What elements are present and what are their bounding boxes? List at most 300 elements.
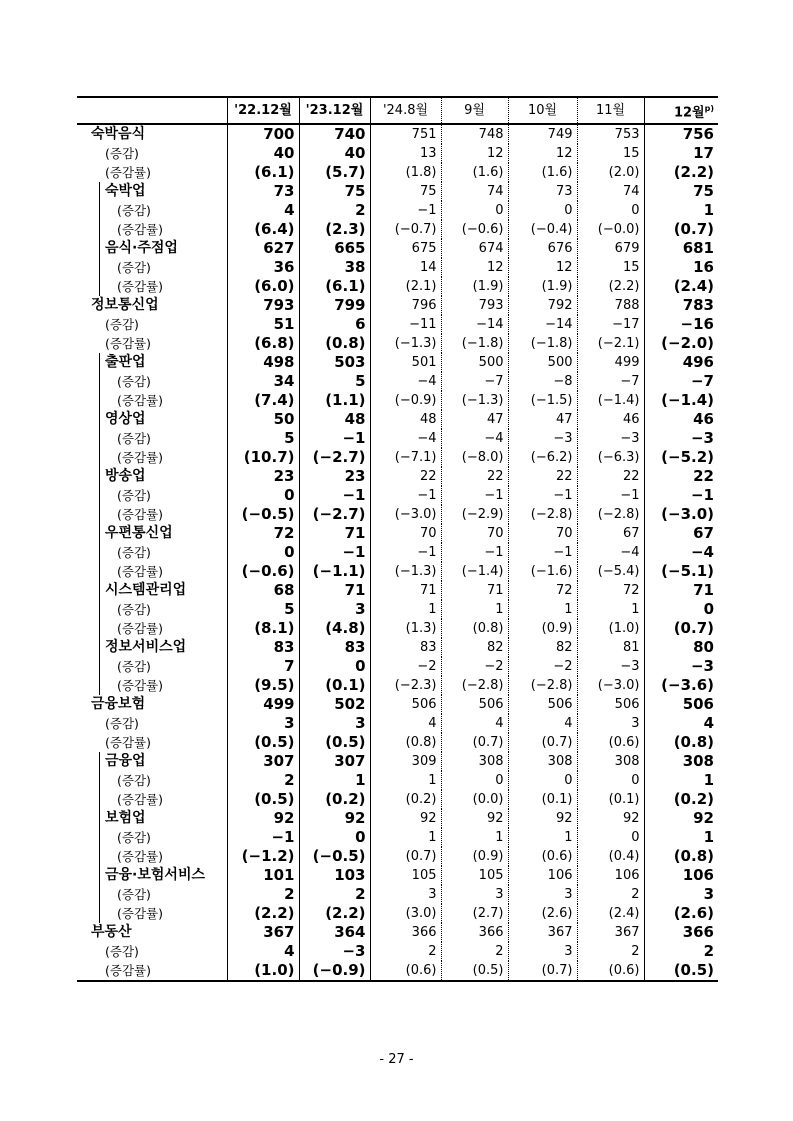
value-cell: 500 bbox=[508, 353, 577, 372]
value-cell: 92 bbox=[508, 809, 577, 828]
value-cell: −1 bbox=[644, 486, 718, 505]
row-label bbox=[77, 448, 227, 467]
value-cell: −4 bbox=[370, 372, 441, 391]
row-label-text: (증감률) bbox=[117, 906, 163, 922]
value-cell: 307 bbox=[299, 752, 370, 771]
value-cell: −4 bbox=[577, 543, 644, 562]
value-cell: (−0.0) bbox=[577, 220, 644, 239]
value-cell: (1.9) bbox=[508, 277, 577, 296]
group-divider bbox=[99, 562, 100, 581]
value-cell: (0.6) bbox=[577, 733, 644, 752]
header-row bbox=[77, 97, 718, 124]
table-row bbox=[77, 790, 718, 809]
row-label-text: (증감) bbox=[105, 317, 139, 333]
row-label-text: 금융보험 bbox=[91, 696, 146, 713]
value-cell: 74 bbox=[441, 182, 508, 201]
row-label-text: (증감) bbox=[117, 374, 151, 390]
row-label bbox=[77, 847, 227, 866]
value-cell: 3 bbox=[508, 942, 577, 961]
value-cell: (−6.3) bbox=[577, 448, 644, 467]
value-cell: (0.7) bbox=[508, 733, 577, 752]
row-label bbox=[77, 638, 227, 657]
row-label bbox=[77, 809, 227, 828]
row-label-text: 숙박음식 bbox=[91, 126, 146, 143]
value-cell: 2 bbox=[370, 942, 441, 961]
value-cell: 81 bbox=[577, 638, 644, 657]
value-cell: (2.6) bbox=[508, 904, 577, 923]
value-cell: 3 bbox=[508, 885, 577, 904]
group-divider bbox=[99, 600, 100, 619]
value-cell: 751 bbox=[370, 124, 441, 144]
value-cell: 23 bbox=[299, 467, 370, 486]
value-cell: (−1.4) bbox=[577, 391, 644, 410]
row-label bbox=[77, 885, 227, 904]
value-cell: (−1.8) bbox=[441, 334, 508, 353]
table-row bbox=[77, 201, 718, 220]
value-cell: (8.1) bbox=[227, 619, 299, 638]
value-cell: 106 bbox=[644, 866, 718, 885]
value-cell: (−0.6) bbox=[441, 220, 508, 239]
value-cell: 2 bbox=[299, 201, 370, 220]
value-cell: 40 bbox=[227, 144, 299, 163]
value-cell: 783 bbox=[644, 296, 718, 315]
group-divider bbox=[99, 581, 100, 600]
value-cell: 1 bbox=[644, 771, 718, 790]
value-cell: 1 bbox=[441, 600, 508, 619]
header-label-cell bbox=[77, 97, 227, 124]
value-cell: 367 bbox=[508, 923, 577, 942]
table-row bbox=[77, 315, 718, 334]
value-cell: 48 bbox=[370, 410, 441, 429]
value-cell: 0 bbox=[299, 657, 370, 676]
value-cell: 12 bbox=[508, 258, 577, 277]
table-row bbox=[77, 619, 718, 638]
value-cell: 75 bbox=[370, 182, 441, 201]
value-cell: 748 bbox=[441, 124, 508, 144]
value-cell: (−3.0) bbox=[577, 676, 644, 695]
table-row bbox=[77, 885, 718, 904]
row-label bbox=[77, 752, 227, 771]
value-cell: 1 bbox=[299, 771, 370, 790]
value-cell: 75 bbox=[644, 182, 718, 201]
value-cell: (−0.4) bbox=[508, 220, 577, 239]
value-cell: 700 bbox=[227, 124, 299, 144]
value-cell: (−2.8) bbox=[441, 676, 508, 695]
value-cell: (−1.6) bbox=[508, 562, 577, 581]
value-cell: 506 bbox=[370, 695, 441, 714]
row-label bbox=[77, 581, 227, 600]
row-label bbox=[77, 923, 227, 942]
value-cell: 2 bbox=[227, 885, 299, 904]
group-divider bbox=[99, 182, 100, 201]
value-cell: 36 bbox=[227, 258, 299, 277]
value-cell: −4 bbox=[644, 543, 718, 562]
row-label-text: (증감) bbox=[117, 488, 151, 504]
group-divider bbox=[99, 657, 100, 676]
value-cell: 0 bbox=[577, 201, 644, 220]
group-divider bbox=[99, 258, 100, 277]
value-cell: −4 bbox=[441, 429, 508, 448]
table-row bbox=[77, 182, 718, 201]
value-cell: (6.1) bbox=[227, 163, 299, 182]
table-row bbox=[77, 695, 718, 714]
value-cell: −1 bbox=[441, 543, 508, 562]
row-label-text: (증감) bbox=[105, 716, 139, 732]
value-cell: (0.9) bbox=[508, 619, 577, 638]
group-divider bbox=[99, 809, 100, 828]
value-cell: −3 bbox=[508, 429, 577, 448]
table-row bbox=[77, 353, 718, 372]
value-cell: 82 bbox=[508, 638, 577, 657]
group-divider bbox=[99, 505, 100, 524]
value-cell: 3 bbox=[644, 885, 718, 904]
table-row bbox=[77, 562, 718, 581]
group-divider bbox=[99, 353, 100, 372]
group-divider bbox=[99, 847, 100, 866]
row-label-text: (증감) bbox=[117, 260, 151, 276]
value-cell: −1 bbox=[299, 486, 370, 505]
table-row bbox=[77, 771, 718, 790]
value-cell: (0.8) bbox=[644, 847, 718, 866]
value-cell: 0 bbox=[644, 600, 718, 619]
value-cell: (4.8) bbox=[299, 619, 370, 638]
table-row bbox=[77, 391, 718, 410]
value-cell: (0.6) bbox=[508, 847, 577, 866]
value-cell: (0.4) bbox=[577, 847, 644, 866]
value-cell: −14 bbox=[508, 315, 577, 334]
row-label-text: (증감률) bbox=[117, 507, 163, 523]
header-col-2312: '23.12월 bbox=[299, 97, 370, 124]
value-cell: 48 bbox=[299, 410, 370, 429]
value-cell: 5 bbox=[299, 372, 370, 391]
value-cell: (0.7) bbox=[644, 619, 718, 638]
table-row bbox=[77, 961, 718, 981]
value-cell: 105 bbox=[441, 866, 508, 885]
value-cell: 50 bbox=[227, 410, 299, 429]
value-cell: 1 bbox=[508, 600, 577, 619]
value-cell: 500 bbox=[441, 353, 508, 372]
value-cell: 4 bbox=[227, 201, 299, 220]
value-cell: 681 bbox=[644, 239, 718, 258]
row-label bbox=[77, 486, 227, 505]
value-cell: −1 bbox=[508, 543, 577, 562]
row-label bbox=[77, 182, 227, 201]
value-cell: 68 bbox=[227, 581, 299, 600]
value-cell: −1 bbox=[227, 828, 299, 847]
value-cell: 0 bbox=[577, 771, 644, 790]
value-cell: −17 bbox=[577, 315, 644, 334]
value-cell: 83 bbox=[299, 638, 370, 657]
table-row bbox=[77, 163, 718, 182]
value-cell: 753 bbox=[577, 124, 644, 144]
value-cell: 80 bbox=[644, 638, 718, 657]
value-cell: 106 bbox=[508, 866, 577, 885]
value-cell: (−2.8) bbox=[577, 505, 644, 524]
value-cell: 3 bbox=[370, 885, 441, 904]
value-cell: (0.2) bbox=[299, 790, 370, 809]
row-label bbox=[77, 600, 227, 619]
value-cell: (0.1) bbox=[508, 790, 577, 809]
row-label bbox=[77, 562, 227, 581]
value-cell: 46 bbox=[577, 410, 644, 429]
row-label-text: (증감률) bbox=[105, 336, 151, 352]
value-cell: (−0.5) bbox=[299, 847, 370, 866]
table-row bbox=[77, 448, 718, 467]
value-cell: (−2.7) bbox=[299, 448, 370, 467]
value-cell: −14 bbox=[441, 315, 508, 334]
row-label-text: 출판업 bbox=[105, 354, 146, 371]
value-cell: (2.2) bbox=[299, 904, 370, 923]
value-cell: 498 bbox=[227, 353, 299, 372]
value-cell: 2 bbox=[644, 942, 718, 961]
value-cell: 101 bbox=[227, 866, 299, 885]
value-cell: 92 bbox=[644, 809, 718, 828]
row-label-text: (증감) bbox=[117, 431, 151, 447]
value-cell: 503 bbox=[299, 353, 370, 372]
table-row bbox=[77, 410, 718, 429]
group-divider bbox=[99, 885, 100, 904]
value-cell: 3 bbox=[299, 714, 370, 733]
table-row bbox=[77, 220, 718, 239]
table-row bbox=[77, 866, 718, 885]
group-divider bbox=[99, 239, 100, 258]
value-cell: 5 bbox=[227, 429, 299, 448]
value-cell: (2.2) bbox=[577, 277, 644, 296]
value-cell: 2 bbox=[577, 885, 644, 904]
value-cell: −1 bbox=[370, 543, 441, 562]
value-cell: (1.8) bbox=[370, 163, 441, 182]
table-row bbox=[77, 429, 718, 448]
value-cell: (0.6) bbox=[370, 961, 441, 981]
value-cell: 499 bbox=[227, 695, 299, 714]
value-cell: 309 bbox=[370, 752, 441, 771]
value-cell: (−2.3) bbox=[370, 676, 441, 695]
value-cell: 17 bbox=[644, 144, 718, 163]
value-cell: (6.4) bbox=[227, 220, 299, 239]
table-body bbox=[77, 124, 718, 981]
value-cell: 367 bbox=[577, 923, 644, 942]
row-label-text: (증감) bbox=[105, 944, 139, 960]
value-cell: 364 bbox=[299, 923, 370, 942]
value-cell: (−1.1) bbox=[299, 562, 370, 581]
table-row bbox=[77, 847, 718, 866]
value-cell: (0.5) bbox=[299, 733, 370, 752]
value-cell: 674 bbox=[441, 239, 508, 258]
value-cell: 105 bbox=[370, 866, 441, 885]
header-col-11: 11월 bbox=[577, 97, 644, 124]
row-label-text: (증감) bbox=[117, 659, 151, 675]
row-label-text: (증감) bbox=[117, 545, 151, 561]
header-col-2212: '22.12월 bbox=[227, 97, 299, 124]
value-cell: 12 bbox=[508, 144, 577, 163]
row-label bbox=[77, 258, 227, 277]
employment-table bbox=[77, 96, 718, 982]
row-label bbox=[77, 353, 227, 372]
table-row bbox=[77, 657, 718, 676]
value-cell: (0.1) bbox=[299, 676, 370, 695]
value-cell: (0.1) bbox=[577, 790, 644, 809]
value-cell: −1 bbox=[577, 486, 644, 505]
value-cell: (6.1) bbox=[299, 277, 370, 296]
value-cell: (−3.0) bbox=[370, 505, 441, 524]
value-cell: −2 bbox=[370, 657, 441, 676]
value-cell: −11 bbox=[370, 315, 441, 334]
row-label-text: 보험업 bbox=[105, 810, 146, 827]
header-col-12 bbox=[644, 97, 718, 124]
value-cell: 0 bbox=[508, 201, 577, 220]
value-cell: 22 bbox=[508, 467, 577, 486]
value-cell: 6 bbox=[299, 315, 370, 334]
group-divider bbox=[99, 467, 100, 486]
value-cell: 103 bbox=[299, 866, 370, 885]
value-cell: 106 bbox=[577, 866, 644, 885]
value-cell: 70 bbox=[508, 524, 577, 543]
row-label bbox=[77, 695, 227, 714]
value-cell: 73 bbox=[227, 182, 299, 201]
row-label bbox=[77, 657, 227, 676]
value-cell: 72 bbox=[577, 581, 644, 600]
value-cell: 70 bbox=[370, 524, 441, 543]
group-divider bbox=[99, 543, 100, 562]
value-cell: (0.8) bbox=[299, 334, 370, 353]
value-cell: (2.4) bbox=[644, 277, 718, 296]
row-label bbox=[77, 505, 227, 524]
value-cell: −3 bbox=[644, 657, 718, 676]
group-divider bbox=[99, 619, 100, 638]
value-cell: 2 bbox=[299, 885, 370, 904]
group-divider bbox=[99, 771, 100, 790]
header-col-2408: '24.8월 bbox=[370, 97, 441, 124]
value-cell: 13 bbox=[370, 144, 441, 163]
row-label bbox=[77, 239, 227, 258]
value-cell: −2 bbox=[508, 657, 577, 676]
table-row bbox=[77, 505, 718, 524]
value-cell: 16 bbox=[644, 258, 718, 277]
group-divider bbox=[99, 524, 100, 543]
value-cell: 499 bbox=[577, 353, 644, 372]
value-cell: 1 bbox=[508, 828, 577, 847]
row-label bbox=[77, 372, 227, 391]
value-cell: 366 bbox=[441, 923, 508, 942]
row-label bbox=[77, 144, 227, 163]
value-cell: (−2.8) bbox=[508, 505, 577, 524]
group-divider bbox=[99, 676, 100, 695]
row-label-text: (증감률) bbox=[105, 165, 151, 181]
row-label bbox=[77, 163, 227, 182]
table-row bbox=[77, 733, 718, 752]
table-row bbox=[77, 714, 718, 733]
value-cell: (0.7) bbox=[644, 220, 718, 239]
value-cell: (−5.1) bbox=[644, 562, 718, 581]
value-cell: (−1.8) bbox=[508, 334, 577, 353]
value-cell: (−1.3) bbox=[441, 391, 508, 410]
table-row bbox=[77, 486, 718, 505]
value-cell: (0.7) bbox=[441, 733, 508, 752]
value-cell: 7 bbox=[227, 657, 299, 676]
table-row bbox=[77, 144, 718, 163]
value-cell: 3 bbox=[299, 600, 370, 619]
value-cell: 73 bbox=[508, 182, 577, 201]
group-divider bbox=[99, 277, 100, 296]
value-cell: 92 bbox=[370, 809, 441, 828]
row-label-text: 숙박업 bbox=[105, 183, 146, 200]
value-cell: 72 bbox=[227, 524, 299, 543]
value-cell: 366 bbox=[370, 923, 441, 942]
value-cell: 75 bbox=[299, 182, 370, 201]
row-label bbox=[77, 220, 227, 239]
preliminary-mark: p) bbox=[704, 104, 714, 113]
value-cell: 307 bbox=[227, 752, 299, 771]
value-cell: 38 bbox=[299, 258, 370, 277]
value-cell: (−5.4) bbox=[577, 562, 644, 581]
value-cell: 3 bbox=[441, 885, 508, 904]
value-cell: −7 bbox=[441, 372, 508, 391]
value-cell: (7.4) bbox=[227, 391, 299, 410]
value-cell: −4 bbox=[370, 429, 441, 448]
value-cell: 82 bbox=[441, 638, 508, 657]
row-label bbox=[77, 524, 227, 543]
value-cell: (0.2) bbox=[644, 790, 718, 809]
value-cell: (−1.4) bbox=[441, 562, 508, 581]
value-cell: (1.6) bbox=[508, 163, 577, 182]
row-label-text: 방송업 bbox=[105, 468, 146, 485]
value-cell: 71 bbox=[299, 524, 370, 543]
table-row bbox=[77, 600, 718, 619]
value-cell: 67 bbox=[577, 524, 644, 543]
table-row bbox=[77, 923, 718, 942]
header-col-09: 9월 bbox=[441, 97, 508, 124]
value-cell: 1 bbox=[577, 600, 644, 619]
value-cell: (−1.2) bbox=[227, 847, 299, 866]
table-row bbox=[77, 904, 718, 923]
value-cell: (6.0) bbox=[227, 277, 299, 296]
table-row bbox=[77, 752, 718, 771]
value-cell: 47 bbox=[441, 410, 508, 429]
value-cell: (2.6) bbox=[644, 904, 718, 923]
value-cell: (−0.7) bbox=[370, 220, 441, 239]
table-row bbox=[77, 638, 718, 657]
value-cell: 679 bbox=[577, 239, 644, 258]
value-cell: (−2.1) bbox=[577, 334, 644, 353]
value-cell: (−2.8) bbox=[508, 676, 577, 695]
value-cell: 22 bbox=[644, 467, 718, 486]
value-cell: −1 bbox=[508, 486, 577, 505]
value-cell: (0.8) bbox=[370, 733, 441, 752]
value-cell: 501 bbox=[370, 353, 441, 372]
value-cell: −3 bbox=[577, 657, 644, 676]
group-divider bbox=[99, 201, 100, 220]
value-cell: −1 bbox=[299, 543, 370, 562]
value-cell: 676 bbox=[508, 239, 577, 258]
row-label bbox=[77, 904, 227, 923]
value-cell: 72 bbox=[508, 581, 577, 600]
value-cell: (−1.4) bbox=[644, 391, 718, 410]
row-label-text: (증감률) bbox=[117, 393, 163, 409]
value-cell: (−2.0) bbox=[644, 334, 718, 353]
value-cell: 506 bbox=[644, 695, 718, 714]
table-row bbox=[77, 676, 718, 695]
value-cell: 4 bbox=[370, 714, 441, 733]
value-cell: 70 bbox=[441, 524, 508, 543]
group-divider bbox=[99, 904, 100, 923]
value-cell: 92 bbox=[227, 809, 299, 828]
value-cell: (0.5) bbox=[227, 733, 299, 752]
value-cell: (5.7) bbox=[299, 163, 370, 182]
value-cell: 0 bbox=[508, 771, 577, 790]
group-divider bbox=[99, 638, 100, 657]
group-divider bbox=[99, 828, 100, 847]
value-cell: (0.7) bbox=[508, 961, 577, 981]
